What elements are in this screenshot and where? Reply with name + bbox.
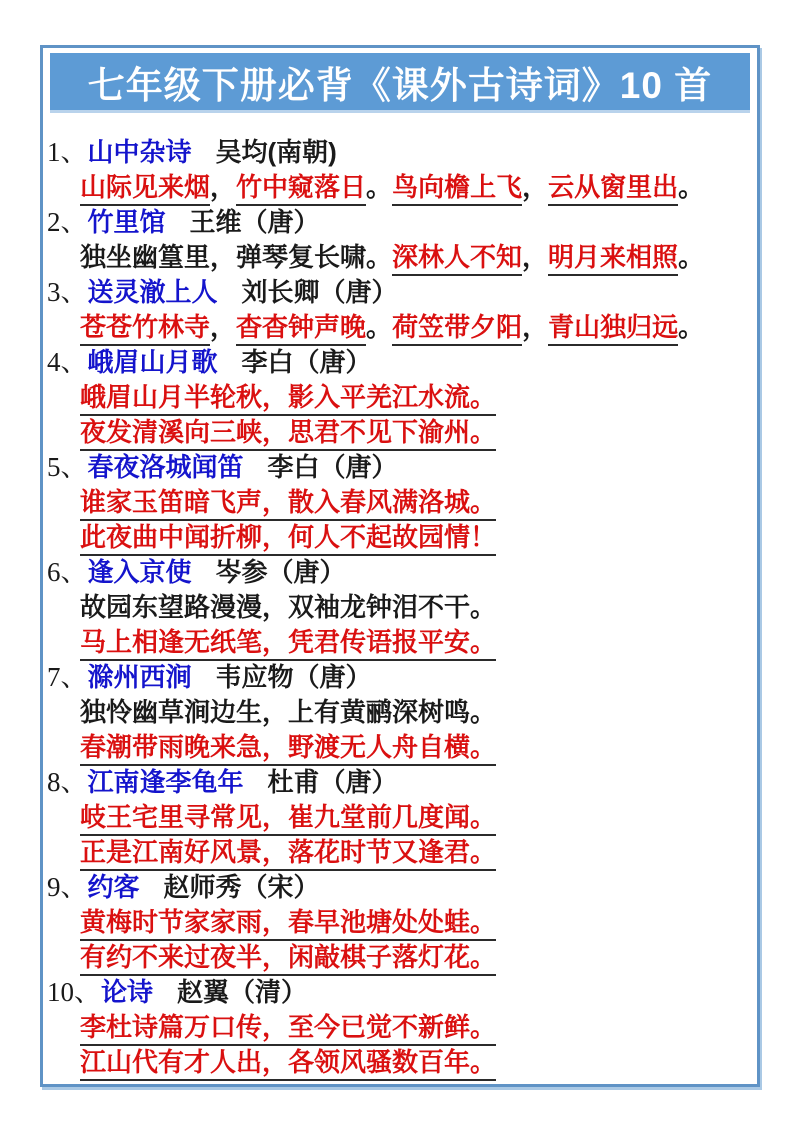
poem-number: 9、: [47, 872, 88, 902]
poem-header: [47, 870, 753, 905]
poem-item: [47, 450, 753, 555]
poem-line: [47, 940, 753, 975]
poem-segment: 竹中窥落日: [236, 172, 366, 206]
poem-segment: 有约不来过夜半，闲敲棋子落灯花。: [80, 942, 496, 976]
poem-number: 6、: [47, 557, 88, 587]
title-banner: [50, 53, 750, 110]
poem-author: 吴均(南朝): [215, 137, 337, 167]
poem-author: 赵翼（清）: [177, 977, 308, 1007]
poem-segment: 故园东望路漫漫，双袖龙钟泪不干。: [80, 592, 497, 622]
poem-title: 江南逢李龟年: [87, 767, 244, 797]
poem-line: [47, 520, 753, 555]
poem-author: 赵师秀（宋）: [163, 872, 320, 902]
poem-header: [47, 450, 753, 485]
poem-author: 刘长卿（唐）: [241, 277, 398, 307]
poem-number: 5、: [47, 452, 88, 482]
poem-segment: 峨眉山月半轮秋，影入平羌江水流。: [80, 382, 496, 416]
poem-title: 送灵澈上人: [87, 277, 218, 307]
poem-header: [47, 975, 753, 1010]
poem-segment: ，: [210, 172, 237, 202]
poem-title: 滁州西涧: [87, 662, 192, 692]
poem-title: 论诗: [101, 977, 154, 1007]
poem-line: [47, 170, 753, 205]
poem-segment: 谁家玉笛暗飞声，散入春风满洛城。: [80, 487, 496, 521]
poem-author: 岑参（唐）: [215, 557, 346, 587]
poem-segment: 岐王宅里寻常见，崔九堂前几度闻。: [80, 802, 496, 836]
poem-item: [47, 975, 753, 1080]
poem-segment: 夜发清溪向三峡，思君不见下渝州。: [80, 417, 496, 451]
poem-segment: ，: [522, 312, 549, 342]
poem-item: [47, 205, 753, 275]
poem-number: 2、: [47, 207, 88, 237]
poem-segment: 。: [678, 242, 705, 272]
poem-segment: 青山独归远: [548, 312, 678, 346]
poem-item: [47, 765, 753, 870]
poem-segment: 春潮带雨晚来急，野渡无人舟自横。: [80, 732, 496, 766]
poem-segment: 杳杳钟声晚: [236, 312, 366, 346]
content-frame: [40, 45, 760, 1087]
poem-line: [47, 380, 753, 415]
poem-line: [47, 625, 753, 660]
poem-header: [47, 555, 753, 590]
poem-header: [47, 275, 753, 310]
poem-segment: 此夜曲中闻折柳，何人不起故园情！: [80, 522, 496, 556]
poem-number: 1、: [47, 137, 88, 167]
poem-number: 3、: [47, 277, 88, 307]
poem-segment: ，: [210, 312, 237, 342]
poem-author: 李白（唐）: [267, 452, 398, 482]
poem-number: 10、: [47, 977, 101, 1007]
poem-title: 逢入京使: [87, 557, 192, 587]
poem-header: [47, 765, 753, 800]
poem-segment: 独坐幽篁里，弹琴复长啸。: [80, 242, 393, 272]
poem-author: 韦应物（唐）: [215, 662, 372, 692]
poem-line: [47, 310, 753, 345]
poem-item: [47, 275, 753, 345]
poem-segment: 。: [366, 312, 393, 342]
poem-segment: 荷笠带夕阳: [392, 312, 522, 346]
poem-item: [47, 345, 753, 450]
poem-line: [47, 1045, 753, 1080]
poem-segment: 鸟向檐上飞: [392, 172, 522, 206]
poem-line: [47, 800, 753, 835]
poem-line: [47, 240, 753, 275]
poem-segment: 正是江南好风景，落花时节又逢君。: [80, 837, 496, 871]
poem-segment: 。: [366, 172, 393, 202]
poem-item: [47, 870, 753, 975]
poem-line: [47, 905, 753, 940]
poem-line: [47, 1010, 753, 1045]
poem-title: 竹里馆: [87, 207, 166, 237]
poem-list: [43, 135, 757, 1080]
poem-item: [47, 135, 753, 205]
poem-item: [47, 660, 753, 765]
poem-segment: 独怜幽草涧边生，上有黄鹂深树鸣。: [80, 697, 497, 727]
poem-segment: 山际见来烟: [80, 172, 210, 206]
poem-line: [47, 730, 753, 765]
poem-number: 7、: [47, 662, 88, 692]
poem-number: 8、: [47, 767, 88, 797]
poem-author: 杜甫（唐）: [267, 767, 398, 797]
poem-header: [47, 660, 753, 695]
poem-line: [47, 695, 753, 730]
poem-title: 山中杂诗: [87, 137, 192, 167]
poem-segment: 深林人不知: [392, 242, 522, 276]
poem-line: [47, 590, 753, 625]
poem-author: 王维（唐）: [189, 207, 320, 237]
poem-segment: ，: [522, 242, 549, 272]
poem-segment: 云从窗里出: [548, 172, 678, 206]
poem-number: 4、: [47, 347, 88, 377]
poem-title: 春夜洛城闻笛: [87, 452, 244, 482]
poem-item: [47, 555, 753, 660]
poem-segment: 。: [678, 172, 705, 202]
poem-segment: 李杜诗篇万口传，至今已觉不新鲜。: [80, 1012, 496, 1046]
poem-author: 李白（唐）: [241, 347, 372, 377]
poem-segment: 马上相逢无纸笔，凭君传语报平安。: [80, 627, 496, 661]
poem-line: [47, 415, 753, 450]
poem-title: 约客: [87, 872, 140, 902]
poem-header: [47, 205, 753, 240]
poem-segment: 明月来相照: [548, 242, 678, 276]
poem-segment: 黄梅时节家家雨，春早池塘处处蛙。: [80, 907, 496, 941]
poem-line: [47, 835, 753, 870]
poem-line: [47, 485, 753, 520]
page-title: 七年级下册必背《课外古诗词》10 首: [87, 64, 713, 106]
poem-segment: ，: [522, 172, 549, 202]
poem-header: [47, 135, 753, 170]
poem-segment: 苍苍竹林寺: [80, 312, 210, 346]
poem-header: [47, 345, 753, 380]
poem-title: 峨眉山月歌: [87, 347, 218, 377]
poem-segment: 。: [678, 312, 705, 342]
poem-segment: 江山代有才人出，各领风骚数百年。: [80, 1047, 496, 1081]
